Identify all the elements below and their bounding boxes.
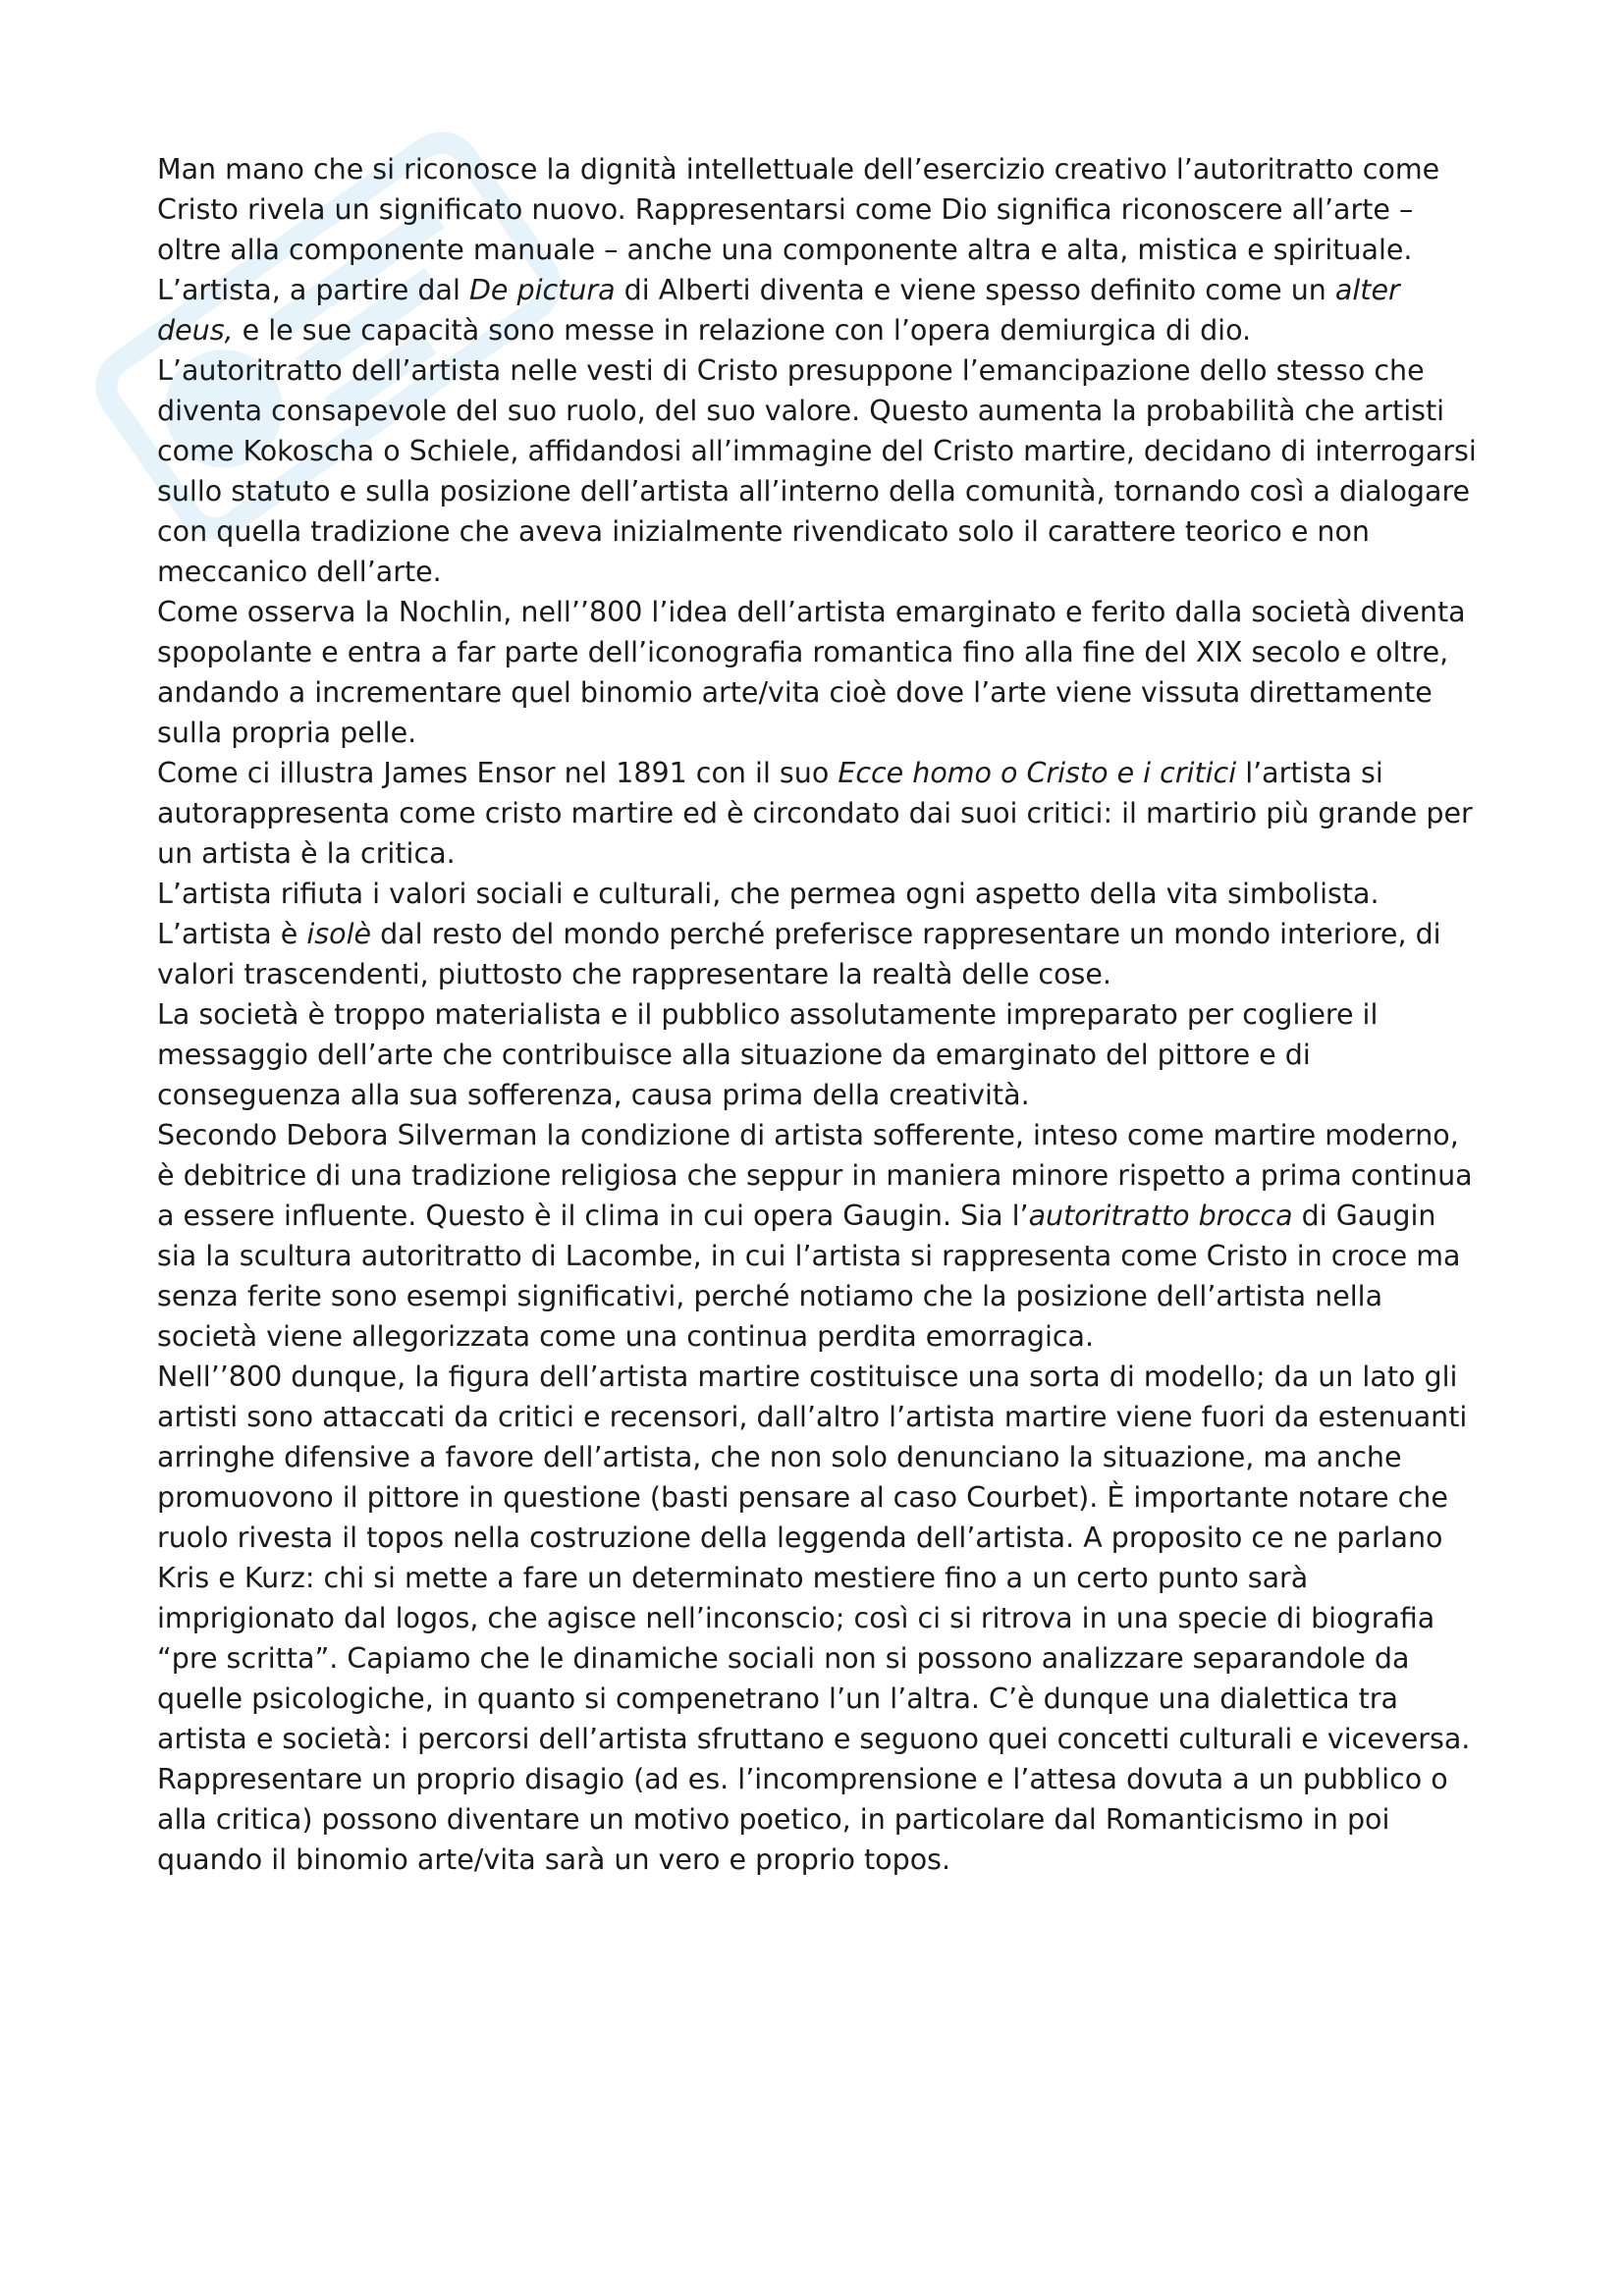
italic-text: Ecce homo o Cristo e i critici <box>838 757 1237 789</box>
paragraph <box>157 753 1483 874</box>
text-run: dal resto del mondo perché preferisce rappresentare un mondo interiore, di valori trascendenti, piuttosto che rappresentare la realtà delle cose. <box>157 918 1441 990</box>
text-run: L’autoritratto dell’artista nelle vesti di Cristo presuppone l’emancipazione dello stesso che diventa consapevole del suo ruolo, del suo valore. Questo aumenta la probabilità che artisti come Kokoscha o Schiele, affidandosi all’immagine del Cristo martire, decidano di interrogarsi sullo statuto e sulla posizione dell’artista all’interno della comunità, tornando così a dialogare con quella tradizione che aveva inizialmente rivendicato solo il carattere teorico e non meccanico dell’arte. <box>157 354 1477 588</box>
text-run: l’artista si autorappresenta come cristo martire ed è circondato dai suoi critici: il martirio più grande per un artista è la critica. <box>157 757 1473 870</box>
italic-text: De pictura <box>468 274 616 306</box>
paragraph <box>157 592 1483 753</box>
paragraph <box>157 149 1483 350</box>
paragraph <box>157 350 1483 592</box>
paragraph <box>157 874 1483 994</box>
text-run: Man mano che si riconosce la dignità intellettuale dell’esercizio creativo l’autoritratto come Cristo rivela un significato nuovo. Rappresentarsi come Dio significa riconoscere all’arte – oltre alla componente manuale – anche una componente altra e alta, mistica e spirituale. L’artista, a partire dal <box>157 153 1440 306</box>
text-run: Rappresentare un proprio disagio (ad es. l’incomprensione e l’attesa dovuta a un pubblico o alla critica) possono diventare un motivo poetico, in particolare dal Romanticismo in poi quando il binomio arte/vita sarà un vero e proprio topos. <box>157 1763 1448 1876</box>
text-run: La società è troppo materialista e il pubblico assolutamente impreparato per cogliere il messaggio dell’arte che contribuisce alla situazione da emarginato del pittore e di conseguenza alla sua sofferenza, causa prima della creatività. <box>157 998 1379 1111</box>
paragraph <box>157 1759 1483 1880</box>
document-text <box>157 149 1483 1880</box>
text-run: di Alberti diventa e viene spesso definito come un <box>615 274 1335 306</box>
text-run: Nell’’800 dunque, la figura dell’artista martire costituisce una sorta di modello; da un lato gli artisti sono attaccati da critici e recensori, dall’altro l’artista martire viene fuori da estenuanti arringhe difensive a favore dell’artista, che non solo denunciano la situazione, ma anche promuovono il pittore in questione (basti pensare al caso Courbet). È importante notare che ruolo rivesta il topos nella costruzione della leggenda dell’artista. A proposito ce ne parlano Kris e Kurz: chi si mette a fare un determinato mestiere fino a un certo punto sarà imprigionato dal logos, che agisce nell’inconscio; così ci si ritrova in una specie di biografia “pre scritta”. Capiamo che le dinamiche sociali non si possono analizzare separandole da quelle psicologiche, in quanto si compenetrano l’un l’altra. C’è dunque una dialettica tra artista e società: i percorsi dell’artista sfruttano e seguono quei concetti culturali e viceversa. <box>157 1361 1471 1755</box>
italic-text: isolè <box>306 918 372 950</box>
text-run: Come osserva la Nochlin, nell’’800 l’idea dell’artista emarginato e ferito dalla società diventa spopolante e entra a far parte dell’iconografia romantica fino alla fine del XIX secolo e oltre, andando a incrementare quel binomio arte/vita cioè dove l’arte viene vissuta direttamente sulla propria pelle. <box>157 596 1466 749</box>
paragraph <box>157 1357 1483 1759</box>
text-run: di Gaugin sia la scultura autoritratto di Lacombe, in cui l’artista si rappresenta come Cristo in croce ma senza ferite sono esempi significativi, perché notiamo che la posizione dell’artista nella società viene allegorizzata come una continua perdita emorragica. <box>157 1200 1461 1353</box>
text-run: Secondo Debora Silverman la condizione di artista sofferente, inteso come martire moderno, è debitrice di una tradizione religiosa che seppur in maniera minore rispetto a prima continua a essere influente. Questo è il clima in cui opera Gaugin. Sia l’ <box>157 1119 1473 1232</box>
paragraph <box>157 1115 1483 1357</box>
italic-text: alter deus, <box>157 274 1400 347</box>
text-run: L’artista rifiuta i valori sociali e culturali, che permea ogni aspetto della vita simbolista. L’artista è <box>157 878 1380 950</box>
text-run: e le sue capacità sono messe in relazione con l’opera demiurgica di dio. <box>233 314 1252 347</box>
paragraph <box>157 994 1483 1115</box>
text-run: Come ci illustra James Ensor nel 1891 con il suo <box>157 757 839 789</box>
italic-text: autoritratto brocca <box>1028 1200 1293 1232</box>
